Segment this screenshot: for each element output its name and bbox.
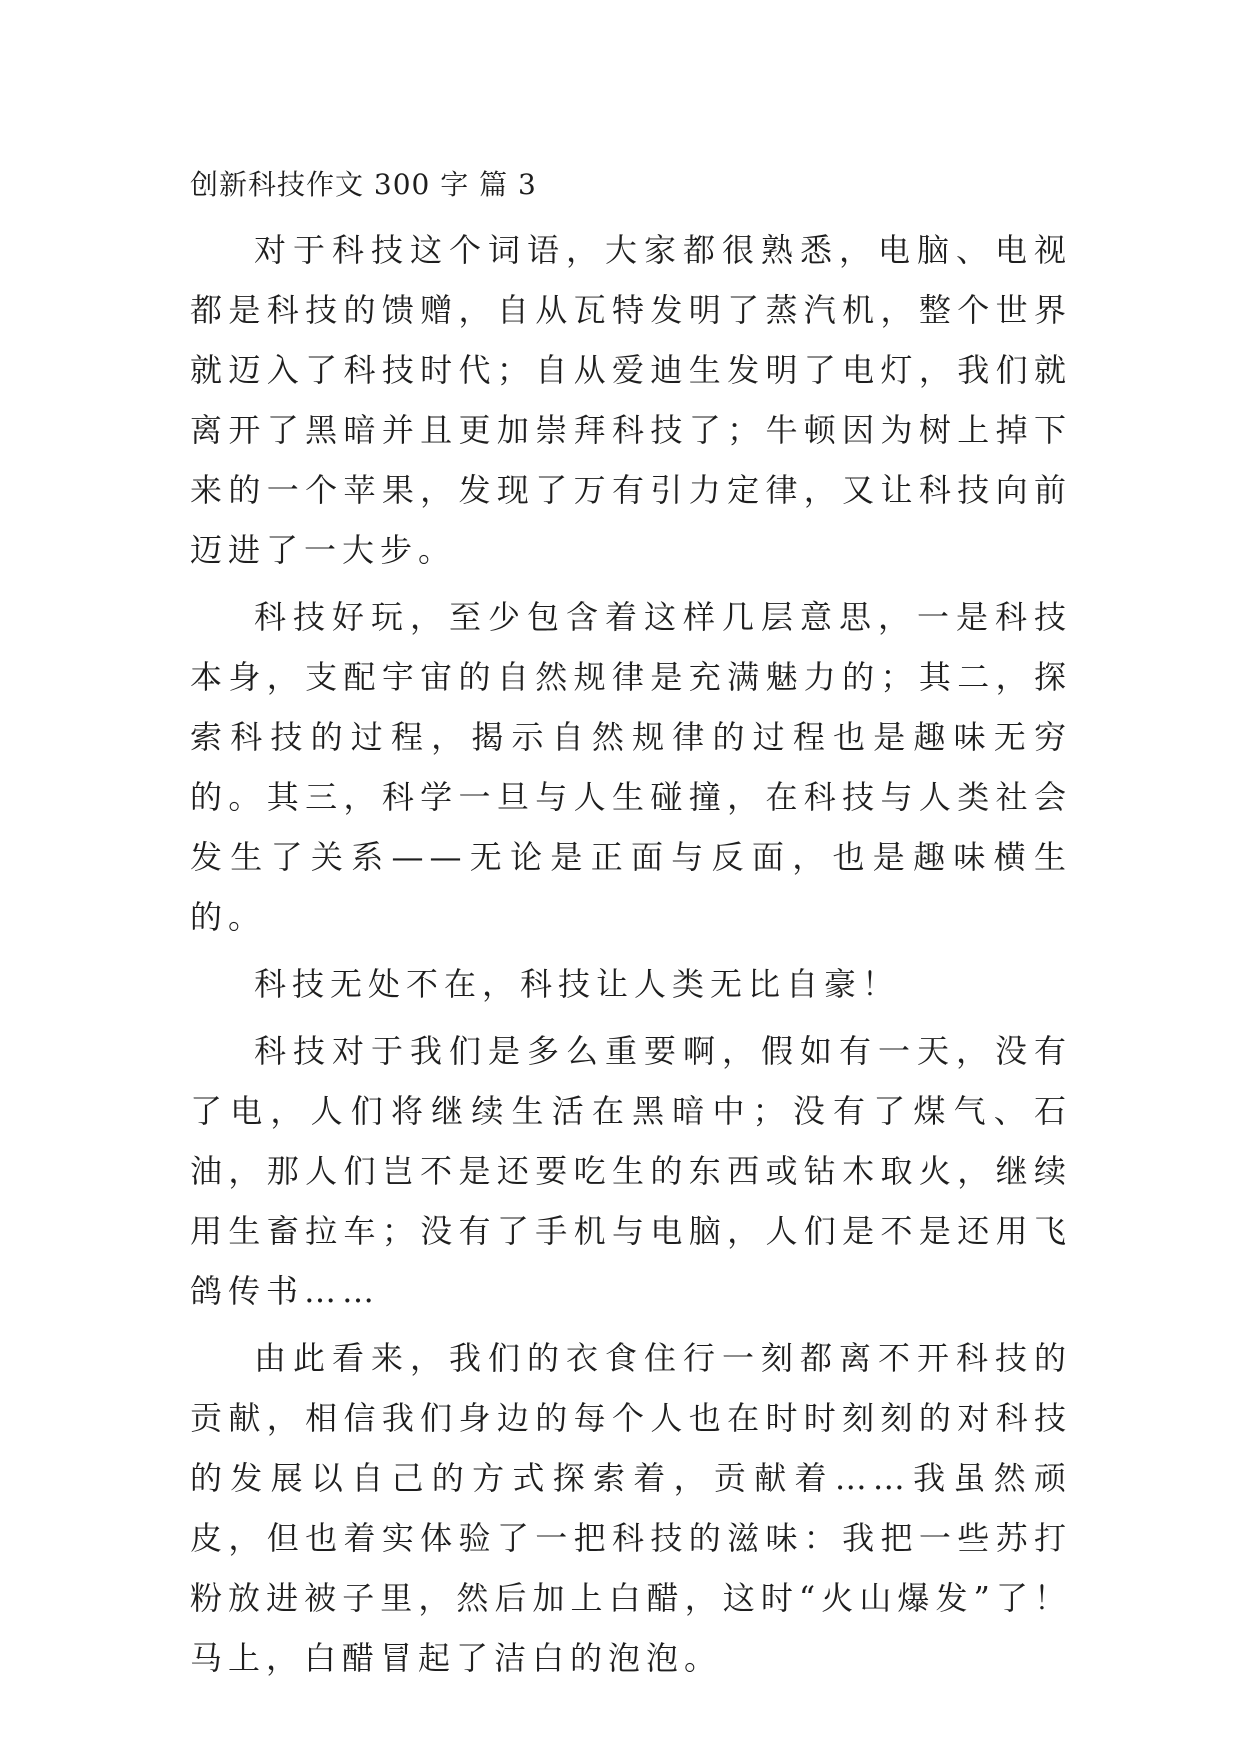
paragraph: 科技好玩，至少包含着这样几层意思，一是科技本身，支配宇宙的自然规律是充满魅力的；其二，探索科技的过程，揭示自然规律的过程也是趣味无穷的。其三，科学一旦与人生碰撞，在科技与人类社会发生了关系——无论是正面与反面，也是趣味横生的。 bbox=[190, 598, 1072, 936]
document-title: 创新科技作文 300 字 篇 3 bbox=[190, 168, 537, 201]
paragraph: 科技无处不在，科技让人类无比自豪！ bbox=[254, 965, 901, 1003]
paragraph: 对于科技这个词语，大家都很熟悉，电脑、电视都是科技的馈赠，自从瓦特发明了蒸汽机，整个世界就迈入了科技时代；自从爱迪生发明了电灯，我们就离开了黑暗并且更加崇拜科技了；牛顿因为树上掉下来的一个苹果，发现了万有引力定律，又让科技向前迈进了一大步。 bbox=[190, 231, 1072, 569]
document-body bbox=[190, 162, 1072, 1695]
paragraph: 科技对于我们是多么重要啊，假如有一天，没有了电，人们将继续生活在黑暗中；没有了煤气、石油，那人们岂不是还要吃生的东西或钻木取火，继续用生畜拉车；没有了手机与电脑，人们是不是还用飞鸽传书…… bbox=[190, 1032, 1072, 1310]
paragraph: 由此看来，我们的衣食住行一刻都离不开科技的贡献，相信我们身边的每个人也在时时刻刻的对科技的发展以自己的方式探索着，贡献着……我虽然顽皮，但也着实体验了一把科技的滋味：我把一些苏打粉放进被子里，然后加上白醋，这时“火山爆发”了！马上，白醋冒起了洁白的泡泡。 bbox=[190, 1339, 1072, 1677]
